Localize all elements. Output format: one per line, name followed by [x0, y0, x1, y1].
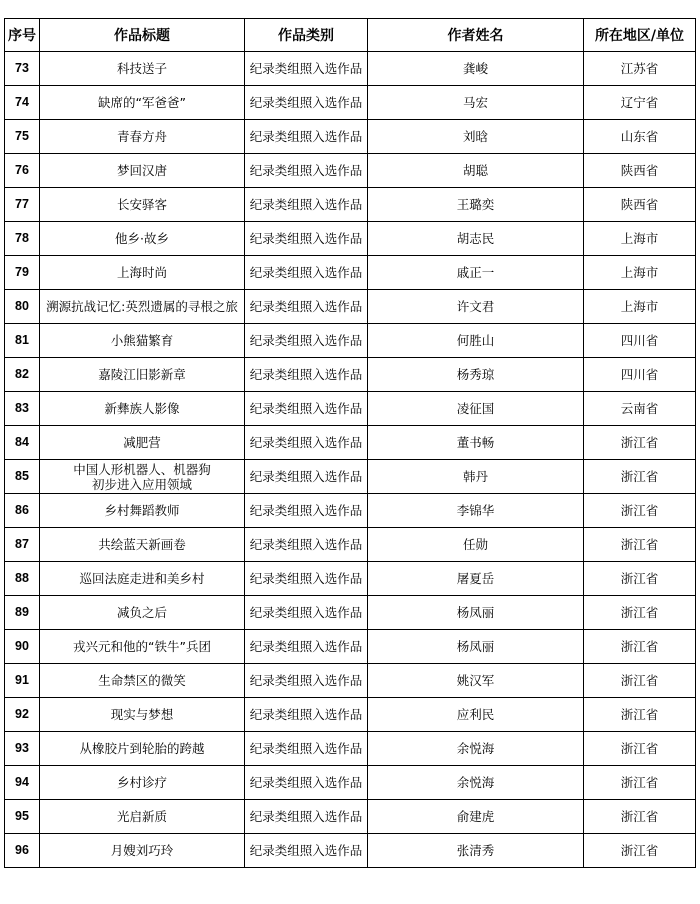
header-title: 作品标题 — [40, 19, 245, 52]
cell-category: 纪录类组照入选作品 — [245, 800, 368, 834]
table-row — [5, 256, 696, 290]
cell-category: 纪录类组照入选作品 — [245, 562, 368, 596]
table-row — [5, 732, 696, 766]
cell-author: 杨凤丽 — [368, 630, 584, 664]
cell-title: 减负之后 — [40, 596, 245, 630]
cell-category: 纪录类组照入选作品 — [245, 52, 368, 86]
cell-author: 凌征国 — [368, 392, 584, 426]
cell-author: 许文君 — [368, 290, 584, 324]
cell-category: 纪录类组照入选作品 — [245, 188, 368, 222]
cell-author: 张清秀 — [368, 834, 584, 868]
table-row — [5, 596, 696, 630]
cell-category: 纪录类组照入选作品 — [245, 834, 368, 868]
table-row — [5, 52, 696, 86]
table-row — [5, 222, 696, 256]
cell-title: 光启新质 — [40, 800, 245, 834]
cell-region: 浙江省 — [584, 800, 696, 834]
header-number: 序号 — [5, 19, 40, 52]
cell-author: 余悦海 — [368, 766, 584, 800]
cell-title: 生命禁区的微笑 — [40, 664, 245, 698]
cell-region: 浙江省 — [584, 460, 696, 494]
cell-title: 他乡·故乡 — [40, 222, 245, 256]
cell-number: 95 — [5, 800, 40, 834]
cell-region: 浙江省 — [584, 426, 696, 460]
cell-region: 浙江省 — [584, 494, 696, 528]
cell-number: 85 — [5, 460, 40, 494]
award-list-table — [4, 18, 696, 868]
table-row — [5, 528, 696, 562]
cell-category: 纪录类组照入选作品 — [245, 120, 368, 154]
cell-author: 刘晗 — [368, 120, 584, 154]
cell-number: 81 — [5, 324, 40, 358]
cell-author: 俞建虎 — [368, 800, 584, 834]
cell-region: 浙江省 — [584, 562, 696, 596]
table-row — [5, 834, 696, 868]
table-row — [5, 630, 696, 664]
table-row — [5, 800, 696, 834]
cell-region: 陕西省 — [584, 188, 696, 222]
cell-category: 纪录类组照入选作品 — [245, 732, 368, 766]
cell-number: 83 — [5, 392, 40, 426]
cell-number: 90 — [5, 630, 40, 664]
table-header — [5, 19, 696, 52]
cell-number: 89 — [5, 596, 40, 630]
cell-title: 新彝族人影像 — [40, 392, 245, 426]
table-row — [5, 86, 696, 120]
table-row — [5, 324, 696, 358]
cell-title: 梦回汉唐 — [40, 154, 245, 188]
cell-number: 87 — [5, 528, 40, 562]
header-row — [5, 19, 696, 52]
cell-number: 84 — [5, 426, 40, 460]
cell-region: 山东省 — [584, 120, 696, 154]
cell-number: 80 — [5, 290, 40, 324]
cell-category: 纪录类组照入选作品 — [245, 698, 368, 732]
cell-region: 浙江省 — [584, 528, 696, 562]
cell-title: 从橡胶片到轮胎的跨越 — [40, 732, 245, 766]
cell-number: 96 — [5, 834, 40, 868]
cell-title: 现实与梦想 — [40, 698, 245, 732]
cell-category: 纪录类组照入选作品 — [245, 596, 368, 630]
table-row — [5, 188, 696, 222]
cell-author: 屠夏岳 — [368, 562, 584, 596]
cell-number: 92 — [5, 698, 40, 732]
cell-category: 纪录类组照入选作品 — [245, 86, 368, 120]
cell-author: 姚汉军 — [368, 664, 584, 698]
cell-region: 浙江省 — [584, 630, 696, 664]
cell-category: 纪录类组照入选作品 — [245, 290, 368, 324]
cell-number: 91 — [5, 664, 40, 698]
cell-author: 杨凤丽 — [368, 596, 584, 630]
table-row — [5, 290, 696, 324]
cell-region: 浙江省 — [584, 766, 696, 800]
cell-author: 李锦华 — [368, 494, 584, 528]
cell-title: 减肥营 — [40, 426, 245, 460]
table-row — [5, 120, 696, 154]
cell-region: 上海市 — [584, 256, 696, 290]
cell-category: 纪录类组照入选作品 — [245, 256, 368, 290]
cell-category: 纪录类组照入选作品 — [245, 664, 368, 698]
cell-author: 韩丹 — [368, 460, 584, 494]
cell-title: 青春方舟 — [40, 120, 245, 154]
header-category: 作品类别 — [245, 19, 368, 52]
cell-author: 胡志民 — [368, 222, 584, 256]
cell-region: 浙江省 — [584, 664, 696, 698]
table-row — [5, 154, 696, 188]
table-row — [5, 426, 696, 460]
table-row — [5, 664, 696, 698]
cell-number: 77 — [5, 188, 40, 222]
cell-title: 中国人形机器人、机器狗 初步进入应用领域 — [40, 460, 245, 494]
cell-number: 93 — [5, 732, 40, 766]
cell-number: 82 — [5, 358, 40, 392]
table-row — [5, 460, 696, 494]
cell-author: 任勋 — [368, 528, 584, 562]
table-row — [5, 494, 696, 528]
cell-region: 江苏省 — [584, 52, 696, 86]
cell-title: 科技送子 — [40, 52, 245, 86]
table-row — [5, 562, 696, 596]
table-row — [5, 392, 696, 426]
cell-number: 74 — [5, 86, 40, 120]
cell-title: 戎兴元和他的“铁牛”兵团 — [40, 630, 245, 664]
cell-title: 乡村诊疗 — [40, 766, 245, 800]
header-region: 所在地区/单位 — [584, 19, 696, 52]
table-row — [5, 358, 696, 392]
cell-number: 79 — [5, 256, 40, 290]
cell-author: 龚峻 — [368, 52, 584, 86]
cell-title: 巡回法庭走进和美乡村 — [40, 562, 245, 596]
cell-region: 云南省 — [584, 392, 696, 426]
cell-category: 纪录类组照入选作品 — [245, 358, 368, 392]
cell-author: 胡聪 — [368, 154, 584, 188]
cell-region: 浙江省 — [584, 698, 696, 732]
cell-author: 董书畅 — [368, 426, 584, 460]
cell-region: 上海市 — [584, 222, 696, 256]
cell-region: 浙江省 — [584, 834, 696, 868]
header-author: 作者姓名 — [368, 19, 584, 52]
cell-title: 共绘蓝天新画卷 — [40, 528, 245, 562]
cell-number: 94 — [5, 766, 40, 800]
cell-category: 纪录类组照入选作品 — [245, 222, 368, 256]
table-row — [5, 698, 696, 732]
cell-category: 纪录类组照入选作品 — [245, 630, 368, 664]
cell-category: 纪录类组照入选作品 — [245, 494, 368, 528]
cell-region: 四川省 — [584, 324, 696, 358]
cell-author: 杨秀琼 — [368, 358, 584, 392]
cell-number: 88 — [5, 562, 40, 596]
cell-title: 小熊猫繁育 — [40, 324, 245, 358]
cell-category: 纪录类组照入选作品 — [245, 154, 368, 188]
cell-category: 纪录类组照入选作品 — [245, 766, 368, 800]
cell-author: 王璐奕 — [368, 188, 584, 222]
table-row — [5, 766, 696, 800]
cell-category: 纪录类组照入选作品 — [245, 426, 368, 460]
cell-title: 乡村舞蹈教师 — [40, 494, 245, 528]
cell-region: 上海市 — [584, 290, 696, 324]
cell-author: 应利民 — [368, 698, 584, 732]
cell-title: 长安驿客 — [40, 188, 245, 222]
cell-category: 纪录类组照入选作品 — [245, 528, 368, 562]
cell-title: 上海时尚 — [40, 256, 245, 290]
table-body — [5, 52, 696, 868]
cell-title: 缺席的“军爸爸” — [40, 86, 245, 120]
cell-region: 四川省 — [584, 358, 696, 392]
cell-author: 余悦海 — [368, 732, 584, 766]
cell-category: 纪录类组照入选作品 — [245, 392, 368, 426]
cell-region: 辽宁省 — [584, 86, 696, 120]
cell-number: 78 — [5, 222, 40, 256]
cell-number: 75 — [5, 120, 40, 154]
cell-category: 纪录类组照入选作品 — [245, 460, 368, 494]
cell-region: 陕西省 — [584, 154, 696, 188]
cell-region: 浙江省 — [584, 732, 696, 766]
cell-number: 86 — [5, 494, 40, 528]
cell-category: 纪录类组照入选作品 — [245, 324, 368, 358]
cell-number: 76 — [5, 154, 40, 188]
cell-number: 73 — [5, 52, 40, 86]
cell-region: 浙江省 — [584, 596, 696, 630]
cell-title: 溯源抗战记忆:英烈遗属的寻根之旅 — [40, 290, 245, 324]
cell-author: 何胜山 — [368, 324, 584, 358]
cell-author: 戚正一 — [368, 256, 584, 290]
cell-author: 马宏 — [368, 86, 584, 120]
cell-title: 月嫂刘巧玲 — [40, 834, 245, 868]
cell-title: 嘉陵江旧影新章 — [40, 358, 245, 392]
